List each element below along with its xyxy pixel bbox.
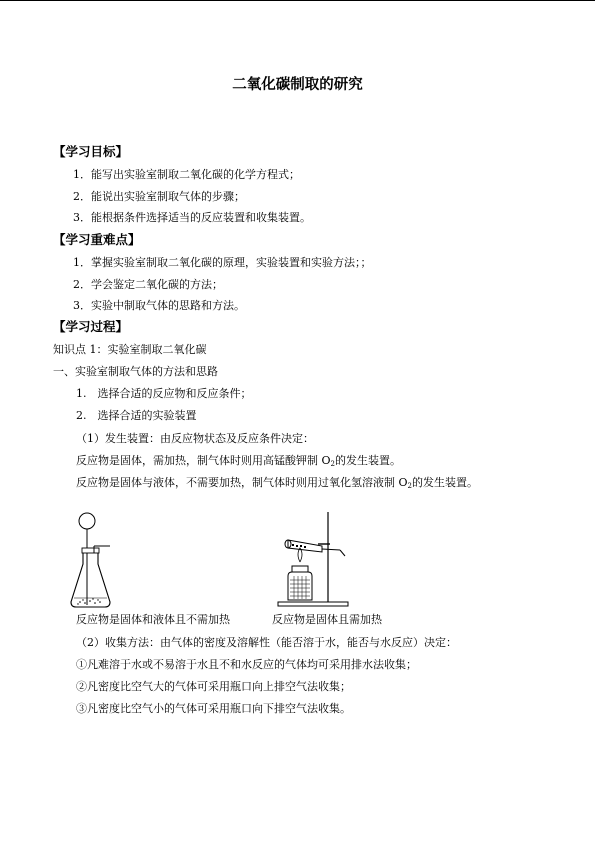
process-heading: 【学习过程】 — [53, 319, 129, 334]
caption-right: 反应物是固体且需加热 — [272, 613, 382, 626]
key-point-item-2: 2．学会鉴定二氧化碳的方法； — [73, 278, 223, 291]
flask-funnel-apparatus-illustration — [68, 512, 118, 610]
goals-heading: 【学习目标】 — [53, 144, 129, 159]
goal-item-3: 3．能根据条件选择适当的反应装置和收集装置。 — [73, 211, 311, 224]
key-point-item-3: 3．实验中制取气体的思路和方法。 — [73, 299, 245, 312]
page-top-border — [0, 0, 595, 1]
key-point-item-1: 1．掌握实验室制取二氧化碳的原理，实验装置和实验方法；； — [73, 256, 372, 269]
section-title: 一、实验室制取气体的方法和思路 — [53, 365, 218, 378]
solid-heat-text: 反应物是固体，需加热，制气体时则用高锰酸钾制 $O_2$的发生装置。 — [76, 454, 401, 468]
collection-method-3: ③凡密度比空气小的气体可采用瓶口向下排空气法收集。 — [76, 702, 351, 715]
step-1: 1. 选择合适的反应物和反应条件； — [76, 387, 252, 400]
heating-test-tube-apparatus-illustration — [270, 510, 360, 608]
caption-left: 反应物是固体和液体且不需加热 — [76, 613, 230, 626]
collection-method-1: ①凡难溶于水或不易溶于水且不和水反应的气体均可采用排水法收集； — [76, 658, 417, 671]
generator-label: （1）发生装置：由反应物状态及反应条件决定： — [76, 432, 314, 445]
knowledge-point-label: 知识点 1：实验室制取二氧化碳 — [53, 343, 207, 356]
solid-liquid-text: 反应物是固体与液体，不需要加热，制气体时则用过氧化氢溶液制 $O_2$的发生装置。 — [76, 476, 478, 490]
step-2: 2. 选择合适的实验装置 — [76, 409, 197, 422]
collection-label: （2）收集方法：由气体的密度及溶解性（能否溶于水，能否与水反应）决定： — [76, 636, 457, 649]
goal-item-2: 2．能说出实验室制取气体的步骤； — [73, 190, 245, 203]
collection-method-2: ②凡密度比空气大的气体可采用瓶口向上排空气法收集； — [76, 680, 351, 693]
page-title: 二氧化碳制取的研究 — [232, 76, 363, 93]
key-points-heading: 【学习重难点】 — [53, 232, 141, 247]
goal-item-1: 1．能写出实验室制取二氧化碳的化学方程式； — [73, 168, 300, 181]
